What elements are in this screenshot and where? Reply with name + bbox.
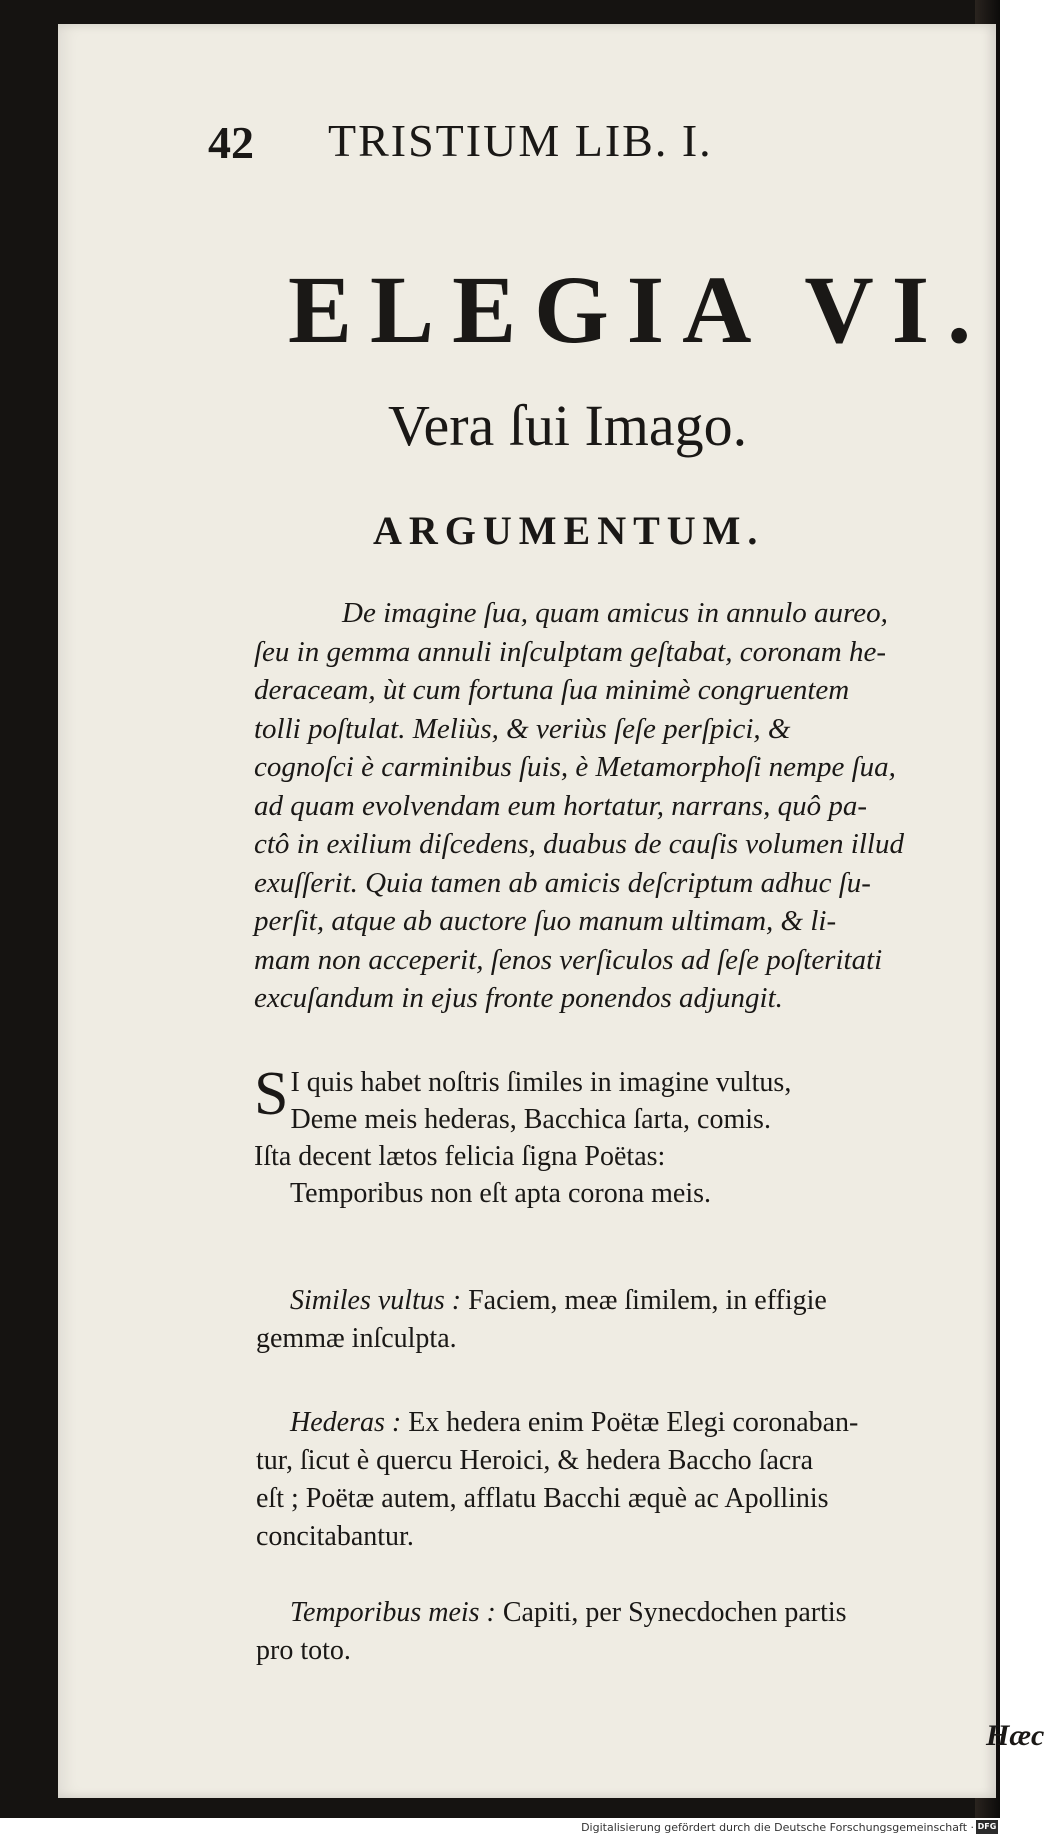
note-similes-vultus [256, 1282, 1050, 1358]
page-number: 42 [208, 117, 254, 168]
note-lemma: Temporibus meis : [290, 1597, 496, 1628]
running-head [208, 114, 828, 174]
note-text: concitabantur. [256, 1521, 414, 1552]
note-text: pro toto. [256, 1635, 351, 1666]
verse-line: I quis habet noſtris ſimiles in imagine vultus, [290, 1067, 792, 1098]
dfg-logo: DFG [976, 1820, 998, 1834]
running-title: TRISTIUM LIB. I. [328, 115, 713, 166]
note-hederas [256, 1404, 1050, 1556]
verse-block [254, 1060, 1014, 1212]
book-page [58, 24, 1045, 1798]
note-text: gemmæ inſculpta. [256, 1323, 457, 1354]
drop-initial: S [254, 1060, 289, 1128]
argumentum-line: perſit, atque ab auctore ſuo manum ultimam, & li- [254, 905, 837, 937]
argumentum-line: deraceam, ùt cum fortuna ſua minimè congruentem [254, 674, 850, 706]
argumentum-line: tolli poſtulat. Meliùs, & veriùs ſeſe perſpici, & [254, 712, 791, 745]
note-text: eſt ; Poëtæ autem, afflatu Bacchi æquè ac Apollinis [256, 1483, 829, 1514]
elegy-title: ELEGIA VI. [288, 256, 990, 363]
argumentum-line: ctô in exilium diſcedens, duabus de cauſis volumen illud [254, 828, 904, 860]
digitization-footer [0, 1818, 1000, 1839]
verse-line: Deme meis hederas, Bacchica ſarta, comis. [290, 1104, 771, 1135]
note-lemma: Hederas : [290, 1407, 402, 1438]
elegy-subtitle: Vera ſui Imago. [388, 393, 748, 458]
verse-line: Temporibus non eſt apta corona meis. [290, 1178, 712, 1209]
argumentum-line: ſeu in gemma annuli inſculptam geſtabat, coronam he- [254, 635, 886, 668]
verse-line: Iſta decent lætos felicia ſigna Poëtas: [254, 1141, 666, 1172]
note-temporibus-meis [256, 1594, 1050, 1670]
note-text: Capiti, per Synecdochen partis [502, 1597, 847, 1628]
note-text: Faciem, meæ ſimilem, in effigie [468, 1285, 827, 1316]
argumentum-line: mam non acceperit, ſenos verſiculos ad ſeſe poſteritati [254, 943, 883, 976]
note-lemma: Similes vultus : [290, 1285, 462, 1316]
note-text: tur, ſicut è quercu Heroici, & hedera Baccho ſacra [256, 1445, 814, 1476]
argumentum-line: cognoſci è carminibus ſuis, è Metamorphoſi nempe ſua, [254, 751, 896, 783]
argumentum-line: De imagine ſua, quam amicus in annulo aureo, [342, 597, 888, 629]
funding-credit: Digitalisierung gefördert durch die Deutsche Forschungsgemeinschaft · [581, 1821, 974, 1834]
argumentum-line: ad quam evolvendam eum hortatur, narrans, quô pa- [254, 789, 867, 822]
argumentum-line: exuſſerit. Quia tamen ab amicis deſcriptum adhuc ſu- [254, 866, 871, 899]
argumentum-heading: ARGUMENTUM. [373, 508, 765, 553]
argumentum-line: excuſandum in ejus fronte ponendos adjungit. [254, 982, 783, 1014]
catchword: Hæc [986, 1719, 1045, 1752]
note-text: Ex hedera enim Poëtæ Elegi coronaban- [408, 1407, 859, 1438]
argumentum-text [254, 594, 1044, 1018]
